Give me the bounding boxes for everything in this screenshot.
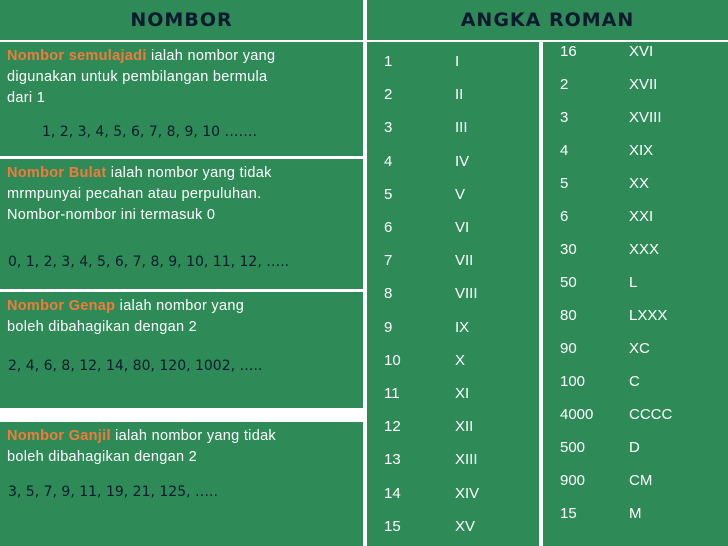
roman-row [367,178,539,211]
header-angka-roman-label: ANGKA ROMAN [460,9,635,31]
roman-row [543,101,728,134]
roman-row [367,344,539,377]
roman-row [543,431,728,464]
header-nombor-label: NOMBOR [130,9,233,31]
header-angka-roman [367,0,728,40]
roman-row [543,464,728,497]
arabic-number: 12 [384,418,401,436]
roman-numeral: III [455,119,468,137]
roman-numeral: CM [629,472,653,489]
roman-numeral: M [629,505,642,522]
arabic-number: 11 [384,385,400,402]
roman-row [543,167,728,200]
arabic-number: 30 [560,241,577,258]
roman-numeral: XXX [629,241,660,258]
roman-numeral: XV [455,517,476,535]
roman-numeral: VII [455,252,474,270]
roman-row [543,35,728,68]
arabic-number: 3 [560,109,569,126]
definition-sequence: 1, 2, 3, 4, 5, 6, 7, 8, 9, 10 ……. [42,124,257,140]
definition-text: ialah nombor yang [115,298,245,314]
arabic-number: 80 [560,307,577,324]
arabic-number: 2 [560,76,569,93]
arabic-number: 100 [560,373,586,390]
roman-numeral: XX [629,175,650,192]
roman-numeral: VI [455,219,470,236]
definition-bulat [0,159,363,289]
roman-numeral: IX [455,318,470,336]
roman-numeral: II [455,86,464,104]
roman-numeral: LXXX [629,307,668,324]
arabic-number: 15 [560,505,577,522]
roman-row [543,233,728,266]
arabic-number: 9 [384,318,393,336]
arabic-number: 13 [384,451,401,469]
roman-row [367,443,539,476]
roman-row [367,377,539,410]
definition-text: mrmpunyai pecahan atau perpuluhan. [7,186,262,202]
roman-row [543,332,728,365]
roman-row [543,365,728,398]
arabic-number: 8 [384,285,393,303]
arabic-number: 4 [560,142,569,159]
roman-numeral: XXI [629,208,654,225]
definition-term: Nombor Genap [7,298,116,314]
arabic-number: 4000 [560,406,594,423]
roman-numeral: XC [629,340,650,357]
arabic-number: 3 [384,119,393,137]
definition-text: ialah nombor yang tidak [110,428,276,444]
roman-numeral: L [629,274,638,291]
definition-sequence: 2, 4, 6, 8, 12, 14, 80, 120, 1002, ….. [8,358,263,374]
roman-numeral: XII [455,418,474,436]
definition-text: digunakan untuk pembilangan bermula [7,69,268,85]
definition-text: boleh dibahagikan dengan 2 [7,319,198,335]
roman-numeral: XVII [629,76,658,93]
arabic-number: 5 [384,185,393,203]
roman-row [543,398,728,431]
definition-term: Nombor Ganjil [7,428,111,444]
roman-row [543,497,728,530]
roman-numeral: I [455,53,460,70]
arabic-number: 16 [560,43,577,60]
roman-row [543,266,728,299]
definition-term: Nombor Bulat [7,165,107,181]
roman-numeral: C [629,373,640,390]
roman-table-2 [543,42,728,546]
definition-sequence: 3, 5, 7, 9, 11, 19, 21, 125, ….. [8,484,218,500]
roman-table-1 [367,42,539,546]
arabic-number: 2 [384,86,393,104]
roman-numeral: IV [455,152,470,170]
roman-row [367,477,539,510]
roman-row [367,510,539,543]
arabic-number: 7 [384,252,393,270]
definition-text: Nombor-nombor ini termasuk 0 [7,207,216,223]
roman-numeral: XIX [629,142,654,159]
arabic-number: 1 [384,53,393,70]
roman-numeral: V [455,185,466,203]
roman-row [543,200,728,233]
roman-numeral: XI [455,385,470,402]
arabic-number: 14 [384,484,401,502]
roman-row [367,211,539,244]
arabic-number: 15 [384,517,401,535]
arabic-number: 6 [560,208,569,225]
arabic-number: 90 [560,340,577,357]
definition-sequence: 0, 1, 2, 3, 4, 5, 6, 7, 8, 9, 10, 11, 12, ….. [8,254,290,270]
roman-row [543,299,728,332]
roman-numeral: X [455,351,466,369]
roman-numeral: XIV [455,484,480,502]
definition-term: Nombor semulajadi [7,48,147,64]
definition-text: boleh dibahagikan dengan 2 [7,449,198,465]
arabic-number: 500 [560,439,586,456]
roman-row [367,311,539,344]
definition-genap [0,292,363,408]
roman-row [367,145,539,178]
roman-row [367,45,539,78]
definition-text: ialah nombor yang tidak [106,165,272,181]
definition-semulajadi [0,42,363,156]
roman-row [367,277,539,310]
roman-numeral: XVIII [629,109,662,126]
definition-ganjil [0,422,363,546]
definition-text: ialah nombor yang [146,48,276,64]
definition-text: dari 1 [7,90,46,106]
arabic-number: 4 [384,152,393,170]
arabic-number: 50 [560,274,577,291]
roman-row [367,244,539,277]
roman-row [367,410,539,443]
roman-row [367,111,539,144]
roman-numeral: XIII [455,451,478,469]
roman-numeral: XVI [629,43,654,60]
arabic-number: 6 [384,219,393,236]
arabic-number: 5 [560,175,569,192]
roman-numeral: VIII [455,285,478,303]
roman-row [543,134,728,167]
roman-row [367,78,539,111]
header-nombor [0,0,363,40]
roman-numeral: CCCC [629,406,673,423]
roman-numeral: D [629,439,640,456]
arabic-number: 10 [384,351,401,369]
arabic-number: 900 [560,472,586,489]
roman-row [543,68,728,101]
